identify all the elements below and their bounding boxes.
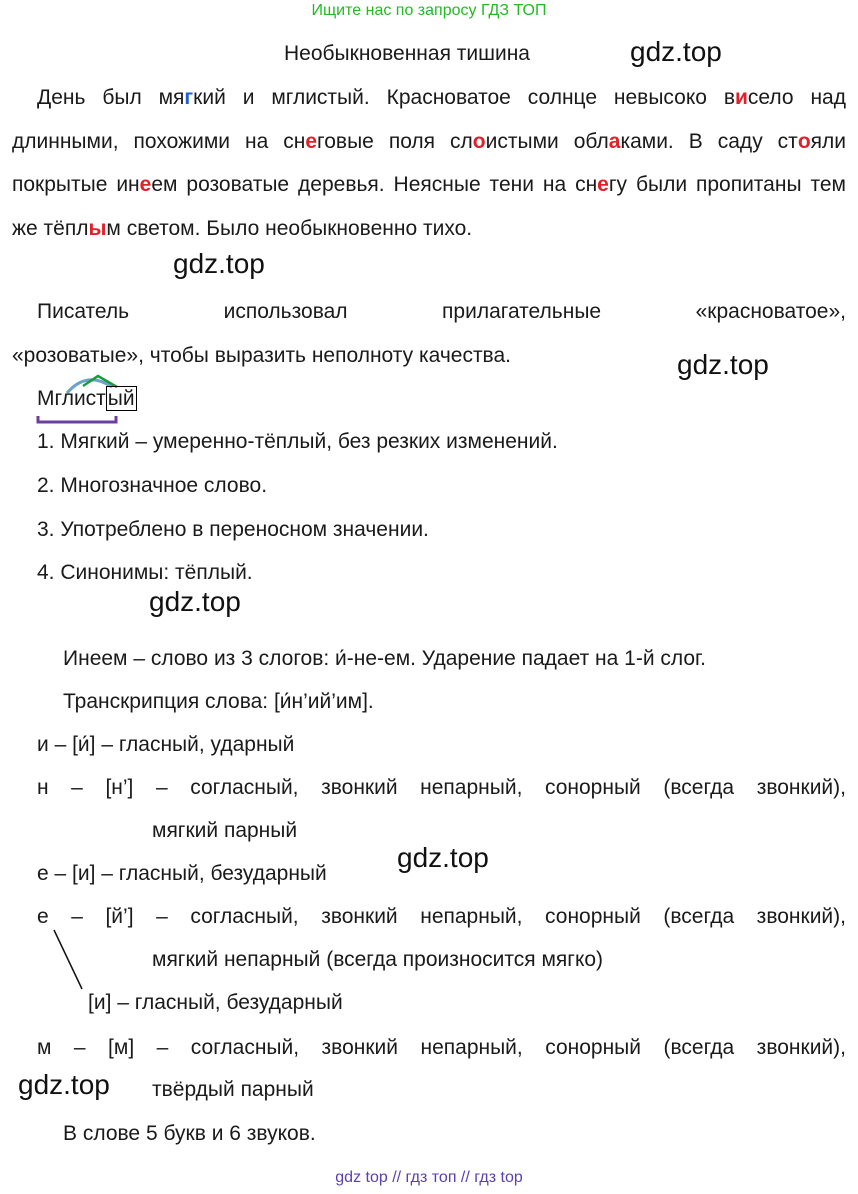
watermark: gdz.top <box>677 349 769 380</box>
text-segment: м светом. Было необыкновенно тихо. <box>106 216 473 240</box>
letter-row: м – [м] – согласный, звонкий непарный, сонорный (всегда звонкий), <box>37 1036 846 1059</box>
letter-row-cont: твёрдый парный <box>152 1078 314 1101</box>
analysis-item: 3. Употреблено в переносном значении. <box>37 518 429 541</box>
letter-row: е – [й’] – согласный, звонкий непарный, сонорный (всегда звонкий), <box>37 905 846 928</box>
letter-row: н – [н’] – согласный, звонкий непарный, сонорный (всегда звонкий), <box>37 776 846 799</box>
watermark: gdz.top <box>397 842 489 873</box>
watermark: gdz.top <box>149 586 241 617</box>
letter-row: и – [и́] – гласный, ударный <box>37 733 295 756</box>
text-segment: кий и мглистый. Красноватое солнце невысоко в <box>193 86 735 109</box>
text-segment: гу были пропитаны тем же тёпл <box>12 173 846 240</box>
word-ending: ый <box>107 387 135 410</box>
word-stem: Мглист <box>37 387 106 410</box>
letter-row: е – [и] – гласный, безударный <box>37 862 327 885</box>
highlighted-letter: г <box>184 86 194 109</box>
text-segment: село над длинными, похожими на сн <box>12 86 846 153</box>
watermark: gdz.top <box>630 36 722 67</box>
branch-line <box>50 925 90 995</box>
search-hint[interactable]: Ищите нас по запросу ГДЗ ТОП <box>311 2 547 19</box>
highlighted-letter: а <box>608 129 621 153</box>
watermark: gdz.top <box>173 248 265 279</box>
page-title: Необыкновенная тишина <box>284 42 530 65</box>
analysis-item: 1. Мягкий – умеренно-тёплый, без резких изменений. <box>37 430 558 453</box>
text-segment: истыми обл <box>485 129 609 153</box>
parsed-word <box>37 387 137 411</box>
footer-links[interactable]: gdz top // гдз топ // гдз top <box>335 1169 523 1186</box>
analysis-item: 4. Синонимы: тёплый. <box>37 561 253 584</box>
highlighted-letter: и <box>735 86 748 109</box>
text-segment: говые поля сл <box>317 129 473 153</box>
letter-row-cont: мягкий непарный (всегда произносится мягко) <box>152 948 604 971</box>
analysis-item: 2. Многозначное слово. <box>37 474 268 497</box>
highlighted-letter: е <box>139 173 152 196</box>
paragraph-text <box>12 86 846 240</box>
highlighted-letter: ы <box>88 216 107 240</box>
syllable-info: Инеем – слово из 3 слогов: и́-не-ем. Ударение падает на 1-й слог. <box>63 647 706 670</box>
text-paragraph <box>12 76 846 250</box>
highlighted-letter: е <box>305 129 318 153</box>
watermark: gdz.top <box>18 1069 110 1100</box>
writer-paragraph-line: «розоватые», чтобы выразить неполноту качества. <box>12 344 511 367</box>
transcription: Транскрипция слова: [и́н’ий’им]. <box>63 690 374 713</box>
letter-row-cont: мягкий парный <box>152 819 298 842</box>
letter-row-sub: [и] – гласный, безударный <box>88 991 343 1014</box>
highlighted-letter: е <box>597 173 609 196</box>
writer-paragraph-line: Писатель использовал прилагательные «красноватое», <box>37 300 846 323</box>
text-segment: ем розоватые деревья. Неясные тени на сн <box>151 173 598 196</box>
text-segment: День был мя <box>37 86 185 109</box>
highlighted-letter: о <box>797 129 811 153</box>
highlighted-letter: о <box>472 129 486 153</box>
text-segment: ками. В саду ст <box>620 129 798 153</box>
text-segment: яли покрытые ин <box>12 129 846 196</box>
stem-mark <box>38 416 116 422</box>
summary: В слове 5 букв и 6 звуков. <box>63 1122 316 1145</box>
